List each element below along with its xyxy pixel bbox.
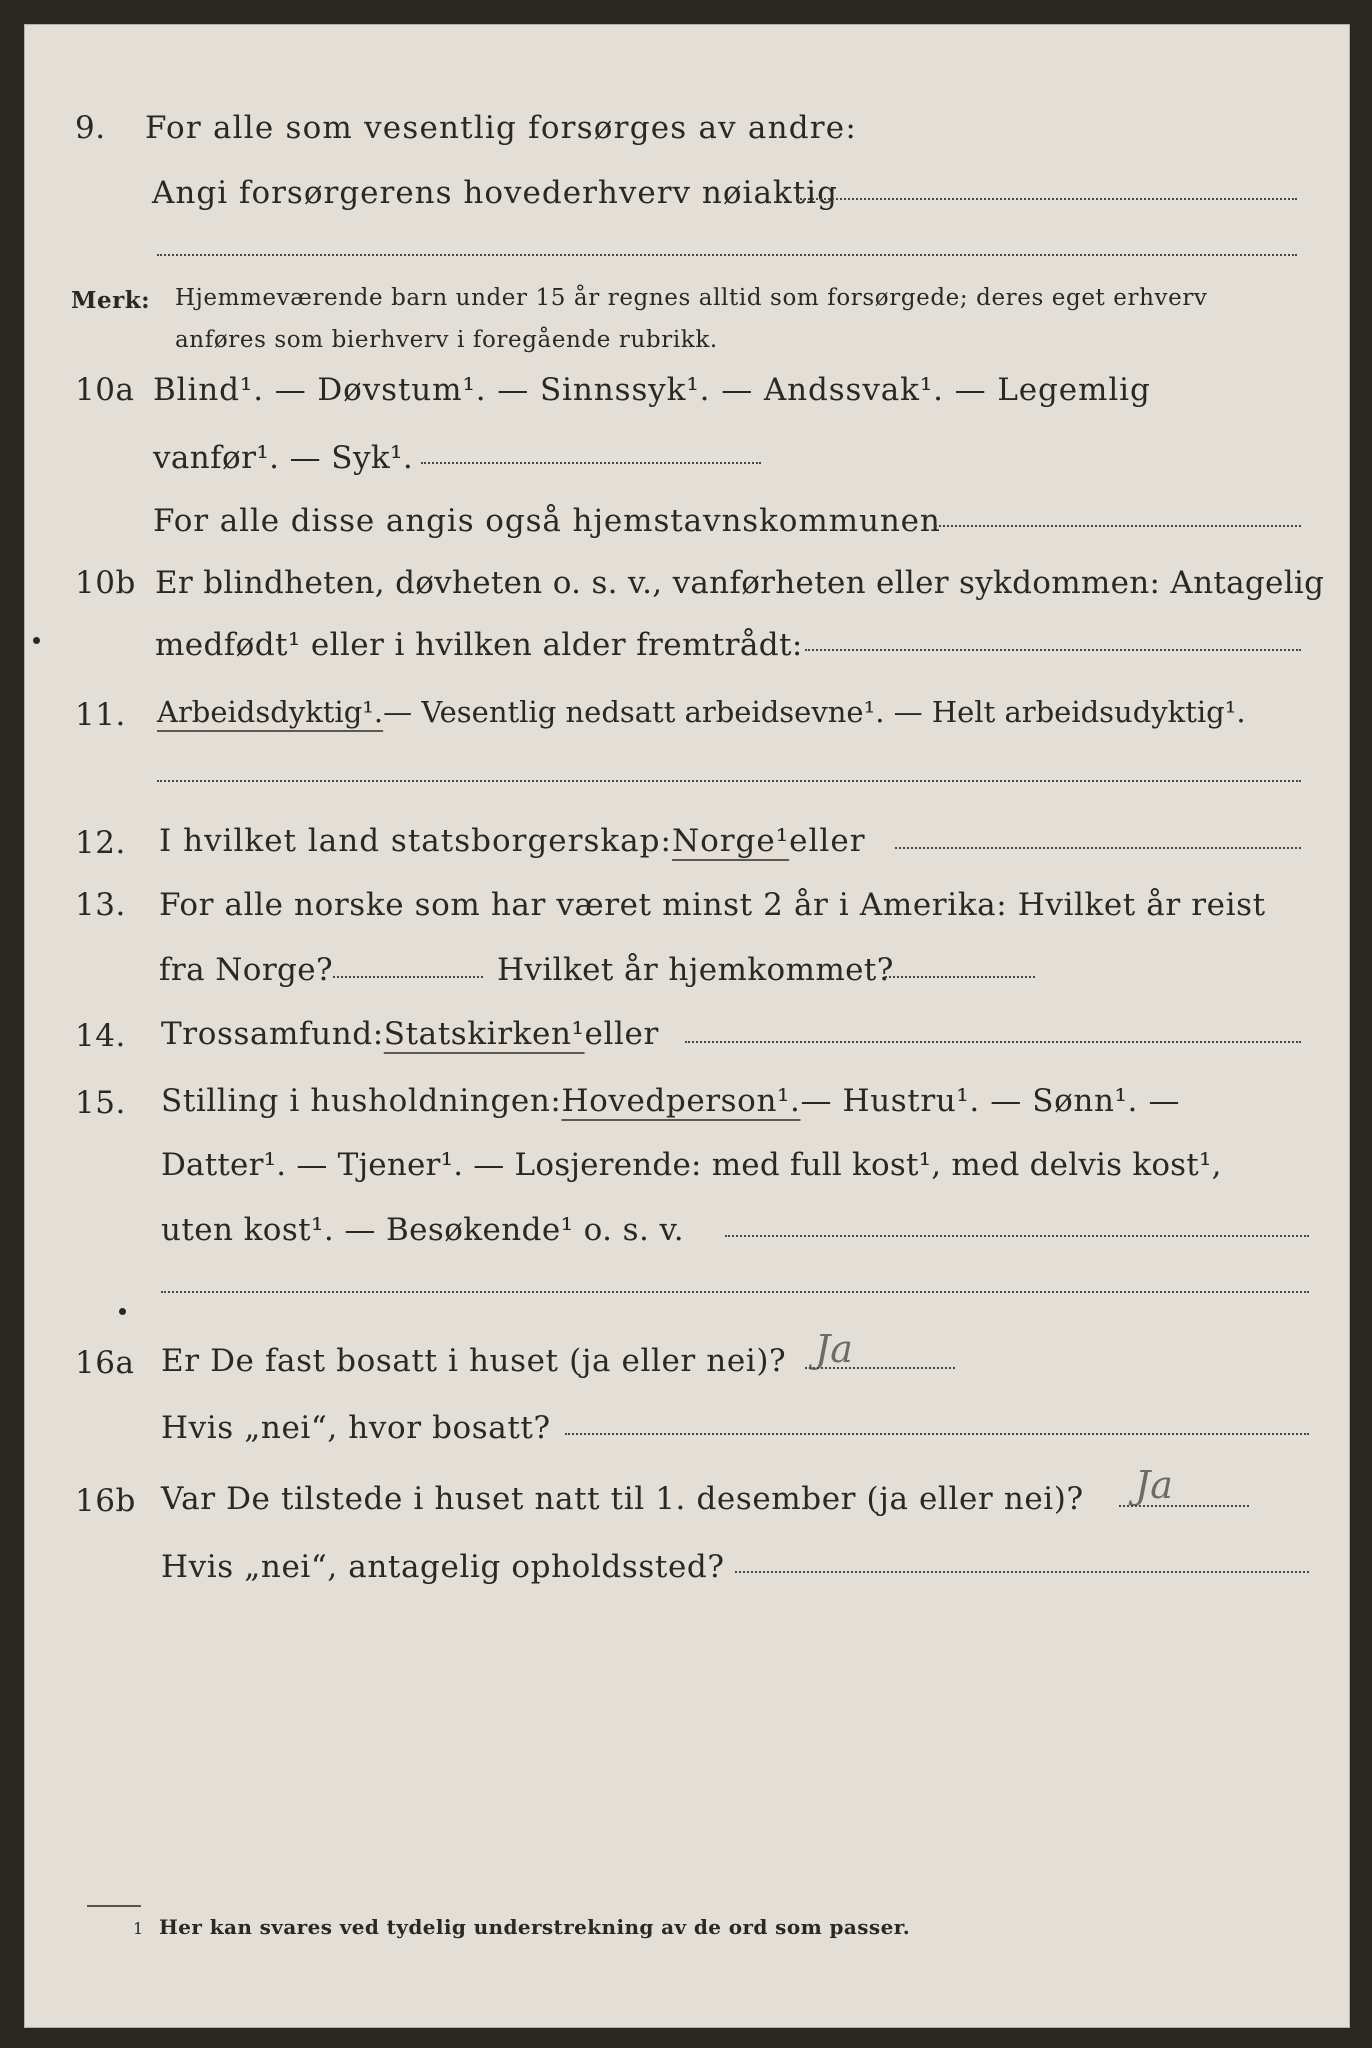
question-10b-line2: medfødt¹ eller i hvilken alder fremtrådt: (155, 627, 803, 663)
footnote-rule (87, 1905, 141, 1907)
question-15-line2: Datter¹. — Tjener¹. — Losjerende: med full kost¹, med delvis kost¹, (161, 1147, 1222, 1183)
option-statskirken[interactable]: Statskirken¹ (383, 1016, 585, 1052)
question-16a-line1: Er De fast bosatt i huset (ja eller nei)? (161, 1343, 787, 1379)
handwritten-answer-16b: Ja (1135, 1463, 1173, 1507)
question-9-line1: For alle som vesentlig forsørges av andre: (145, 110, 857, 146)
question-10a-number: 10a (75, 372, 135, 408)
question-16b-line1: Var De tilstede i huset natt til 1. desember (ja eller nei)? (161, 1481, 1084, 1517)
answer-line-9b[interactable] (157, 254, 1297, 256)
ink-dot (33, 637, 40, 644)
answer-line-13b[interactable] (885, 976, 1035, 978)
question-12-text: I hvilket land statsborgerskap: (159, 823, 672, 859)
question-10a-line3: For alle disse angis også hjemstavnskommunen (153, 503, 941, 539)
question-16b-line2: Hvis „nei“, antagelig opholdssted? (161, 1549, 725, 1585)
note-label: Merk: (71, 287, 151, 314)
answer-line-11[interactable] (157, 780, 1301, 782)
handwritten-answer-16a: Ja (815, 1327, 853, 1371)
question-16b-number: 16b (75, 1483, 136, 1519)
question-12-line (159, 823, 866, 859)
question-11-number: 11. (75, 697, 126, 733)
question-15-post: — Hustru¹. — Sønn¹. — (800, 1083, 1181, 1119)
answer-line-14[interactable] (685, 1041, 1301, 1043)
question-13-line1: For alle norske som har været minst 2 år i Amerika: Hvilket år reist (159, 887, 1266, 923)
option-hovedperson[interactable]: Hovedperson¹. (561, 1083, 801, 1119)
answer-line-12[interactable] (895, 847, 1301, 849)
note-line2: anføres som bierhverv i foregående rubrikk. (175, 327, 718, 353)
question-13-line2b: Hvilket år hjemkommet? (497, 952, 894, 988)
question-9-line2: Angi forsørgerens hovederhverv nøiaktig (152, 175, 838, 211)
question-13-number: 13. (75, 887, 126, 923)
question-14-post: eller (584, 1016, 659, 1052)
footnote-mark: 1 (133, 1919, 144, 1938)
question-11-line1 (157, 695, 1246, 729)
question-9-number: 9. (75, 110, 106, 146)
question-10b-line1: Er blindheten, døvheten o. s. v., vanførheten eller sykdommen: Antagelig (155, 565, 1325, 601)
option-arbeidsdyktig[interactable]: Arbeidsdyktig¹. (157, 695, 384, 729)
question-10b-number: 10b (75, 565, 136, 601)
answer-line-16b-2[interactable] (735, 1571, 1309, 1573)
answer-line-15b[interactable] (161, 1291, 1309, 1293)
census-form-page (24, 24, 1350, 2028)
note-line1: Hjemmeværende barn under 15 år regnes alltid som forsørgede; deres eget erhverv (175, 285, 1208, 311)
answer-line-16a-2[interactable] (565, 1433, 1309, 1435)
option-norge[interactable]: Norge¹ (671, 823, 790, 859)
answer-line-15a[interactable] (725, 1235, 1309, 1237)
question-10a-line1: Blind¹. — Døvstum¹. — Sinnssyk¹. — Andssvak¹. — Legemlig (153, 372, 1151, 408)
answer-line-13a[interactable] (333, 976, 483, 978)
answer-line-10a-1[interactable] (421, 462, 761, 464)
question-14-number: 14. (75, 1018, 126, 1054)
question-11-rest: — Vesentlig nedsatt arbeidsevne¹. — Helt arbeidsudyktig¹. (383, 695, 1246, 729)
answer-line-16a-1[interactable] (805, 1367, 955, 1369)
question-12-post: eller (789, 823, 866, 859)
question-13-line2a: fra Norge? (159, 952, 334, 988)
footnote-text: Her kan svares ved tydelig understrekning av de ord som passer. (159, 1915, 911, 1939)
ink-dot (119, 1308, 126, 1315)
question-16a-line2: Hvis „nei“, hvor bosatt? (161, 1410, 551, 1446)
answer-line-16b-1[interactable] (1119, 1505, 1249, 1507)
question-16a-number: 16a (75, 1345, 135, 1381)
question-15-line1 (161, 1083, 1180, 1119)
answer-line-10b[interactable] (805, 649, 1301, 651)
question-14-line (161, 1016, 659, 1052)
question-15-number: 15. (75, 1085, 126, 1121)
question-12-number: 12. (75, 825, 126, 861)
question-10a-line2: vanfør¹. — Syk¹. (153, 440, 414, 476)
question-15-line3: uten kost¹. — Besøkende¹ o. s. v. (161, 1212, 684, 1248)
question-14-text: Trossamfund: (161, 1016, 384, 1052)
question-15-text: Stilling i husholdningen: (161, 1083, 562, 1119)
answer-line-9a[interactable] (797, 198, 1297, 200)
answer-line-10a-2[interactable] (935, 525, 1301, 527)
